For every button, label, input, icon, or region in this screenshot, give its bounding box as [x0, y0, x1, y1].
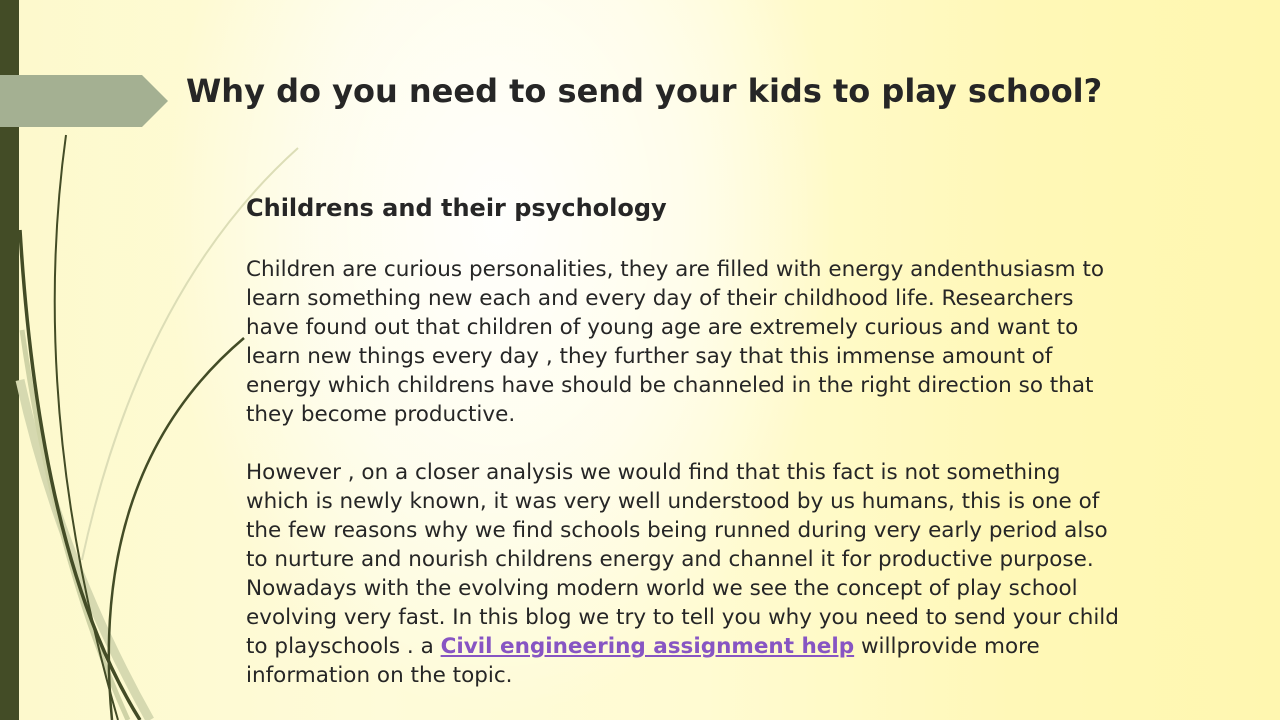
slide-title: Why do you need to send your kids to play school? [186, 72, 1103, 110]
paragraph-2-text-after-link: willprovide more information on the topic. [246, 634, 1040, 688]
paragraph-2 [246, 458, 1126, 690]
title-tab-shape [0, 75, 168, 127]
civil-engineering-assignment-help-link[interactable]: Civil engineering assignment help [440, 634, 855, 659]
section-heading: Childrens and their psychology [246, 194, 667, 222]
paragraph-2-text-before-link: However , on a closer analysis we would find that this fact is not something which is newly known, it was very well understood by us humans, this is one of the few reasons why we find schools being runned during very early period also to nurture and nourish childrens energy and channel it for productive purpose. Nowadays with the evolving modern world we see the concept of play school evolving very fast. In this blog we try to tell you why you need to send your child to playschools . a [246, 460, 1119, 659]
slide-body [246, 192, 1126, 719]
paragraph-1: Children are curious personalities, they are filled with energy andenthusiasm to learn something new each and every day of their childhood life. Researchers have found out that children of young age are extremely curious and want to learn new things every day , they further say that this immense amount of energy which childrens have should be channeled in the right direction so that they become productive. [246, 257, 1105, 427]
